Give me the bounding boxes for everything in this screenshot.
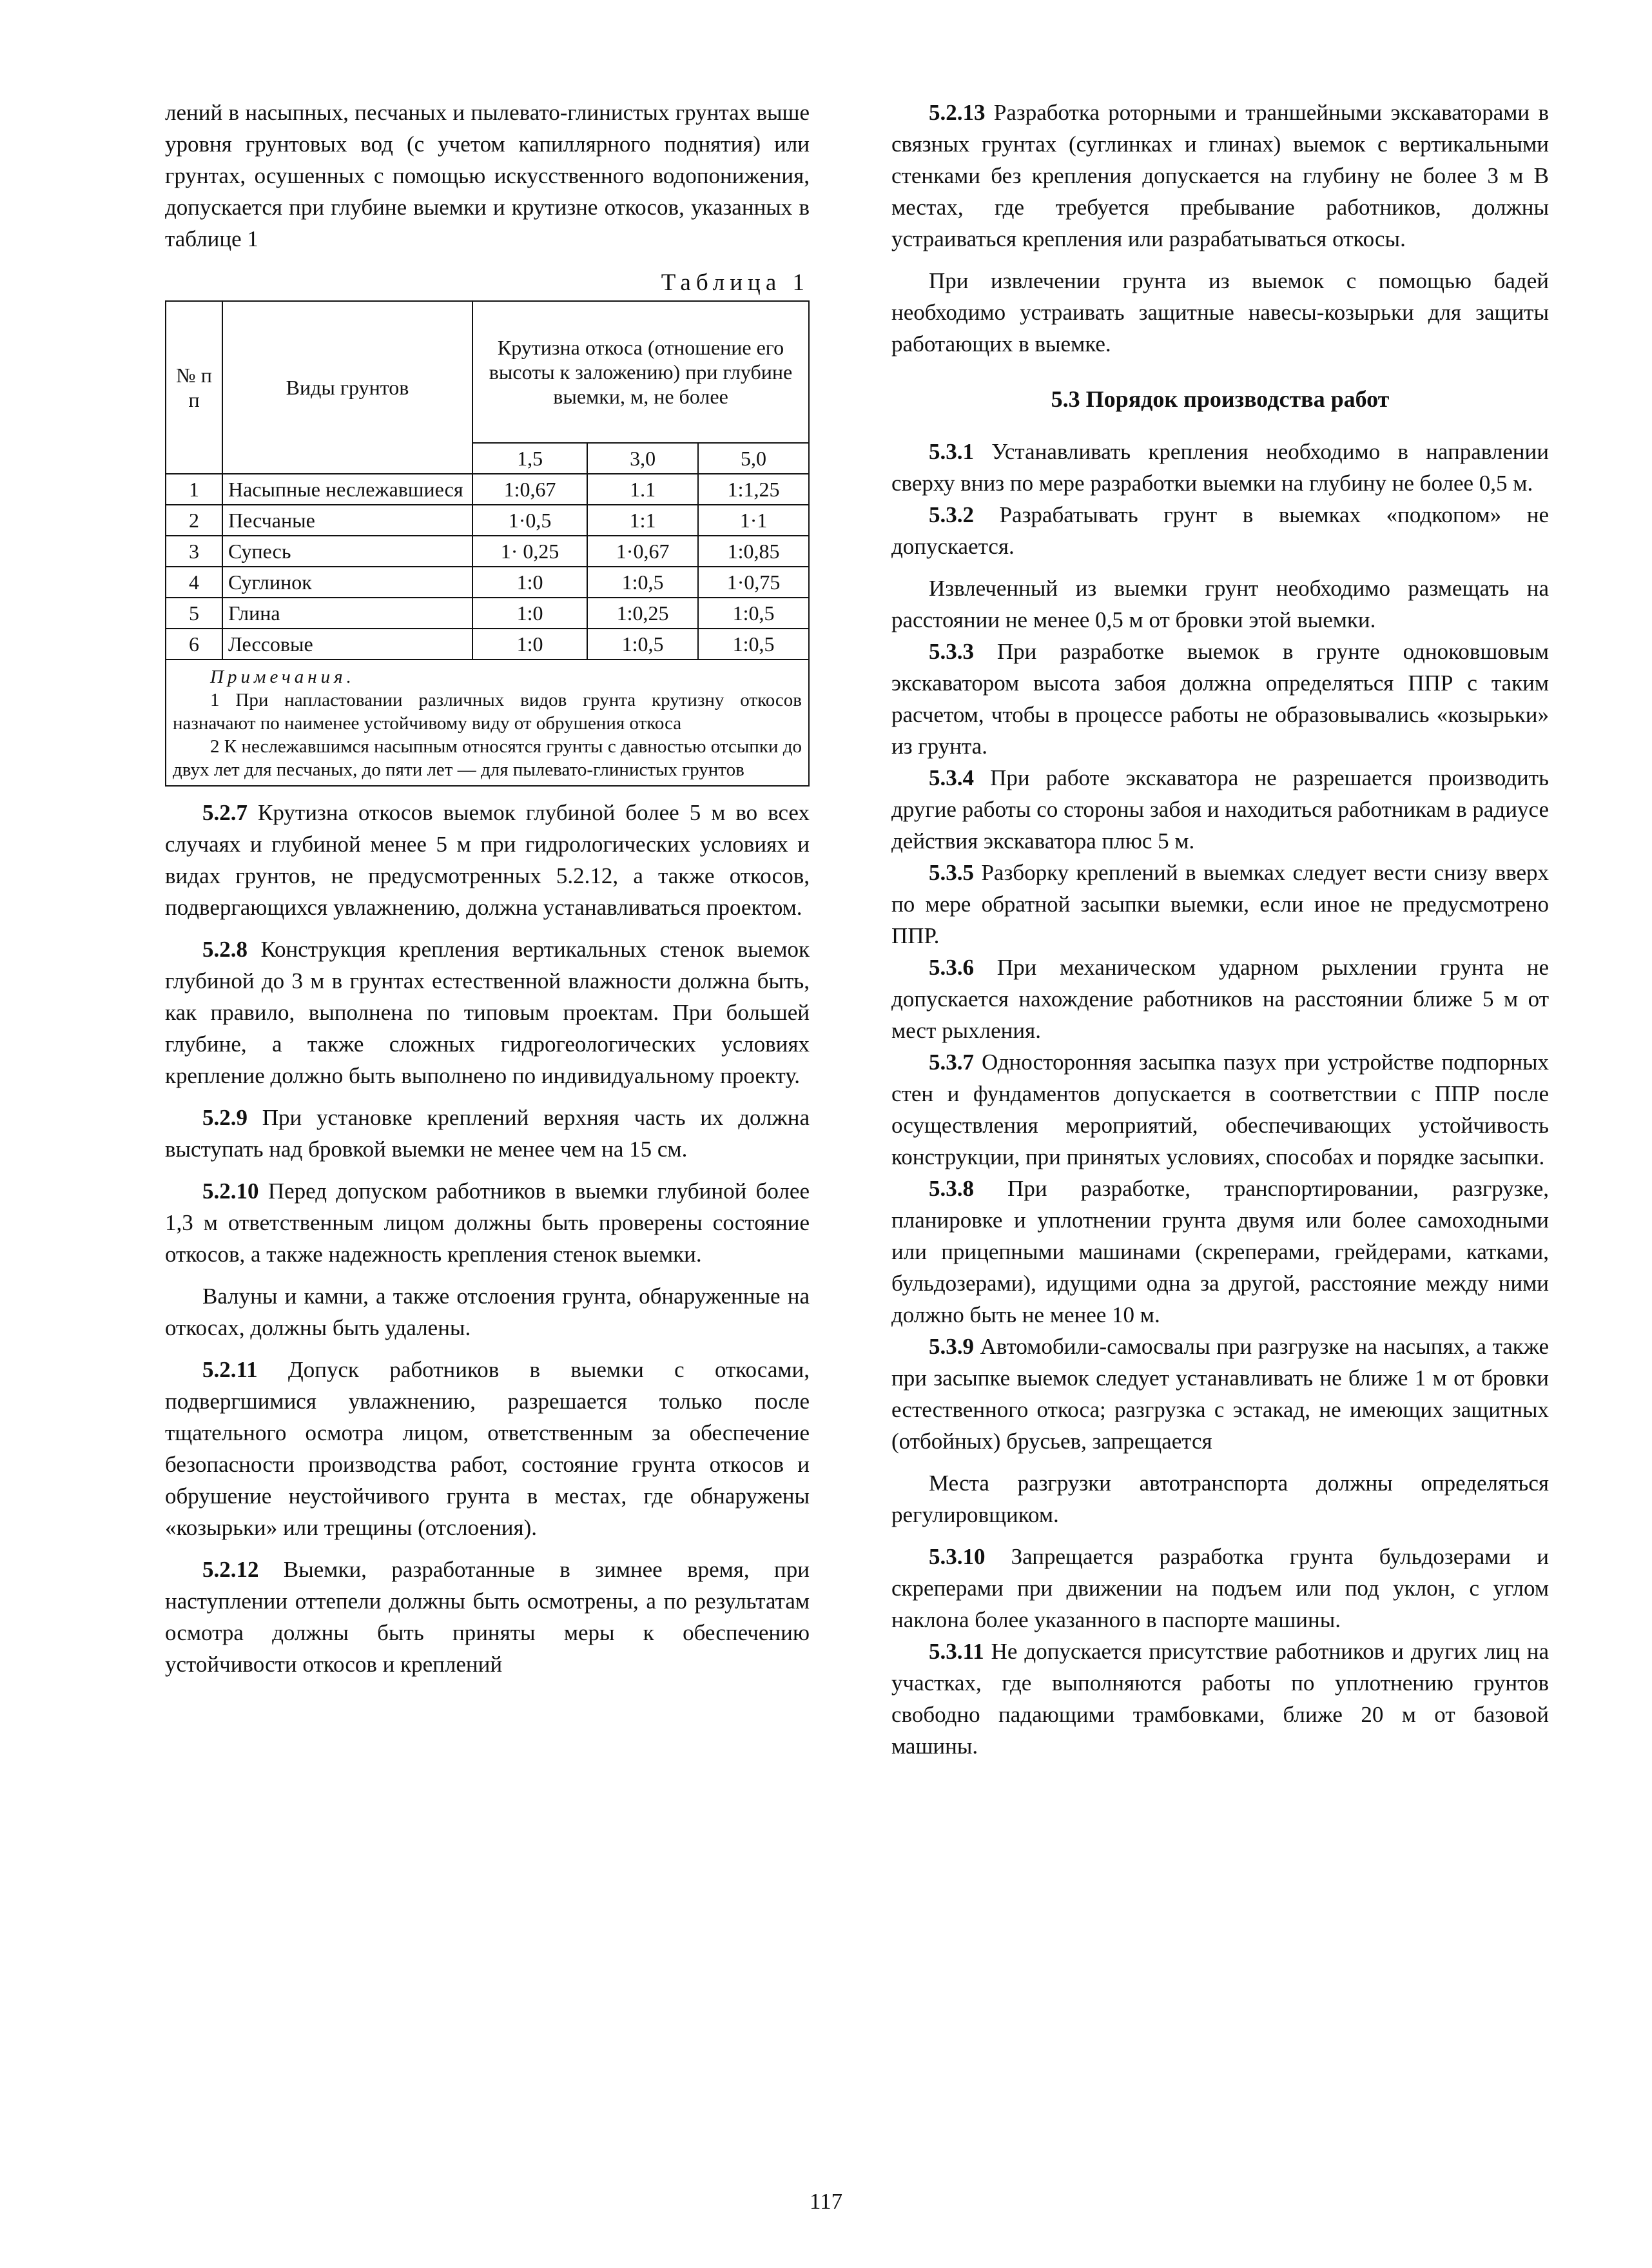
col-header-soil-type: Виды грунтов xyxy=(222,301,472,474)
table-row xyxy=(166,505,809,536)
clause-number: 5.2.10 xyxy=(202,1178,259,1204)
soil-type: Лессовые xyxy=(222,629,472,660)
clause-5-3-9 xyxy=(891,1331,1549,1457)
clause-text: Автомобили-самосвалы при разгрузке на насыпях, а также при засыпке выемок следует устанавливать не ближе 1 м от бровки естественного откоса; разгрузка с эстакад, не имеющих защитных (отбойных) брусьев, запрещается xyxy=(891,1334,1550,1454)
clause-text: Перед допуском работников в выемки глубиной более 1,3 м ответственным лицом должны быть проверены состояние откосов, а также надежность крепления стенок выемки. xyxy=(165,1178,810,1267)
clause-text: При разработке, транспортировании, разгрузке, планировке и уплотнении грунта двумя или более самоходными или прицепными машинами (скреперами, грейдерами, катками, бульдозерами), идущими одна за другой, расстояние между ними должно быть не менее 10 м. xyxy=(891,1176,1549,1327)
clause-5-3-1 xyxy=(891,436,1549,499)
clause-text: Запрещается разработка грунта бульдозерами и скреперами при движении на подъем или под уклон, с углом наклона более указанного в паспорте машины. xyxy=(891,1544,1550,1632)
clause-number: 5.2.13 xyxy=(929,100,986,125)
slope-value: 1· 0,25 xyxy=(472,536,587,567)
clause-5-3-5 xyxy=(891,857,1549,952)
row-number: 4 xyxy=(166,567,222,598)
paragraph-unloading: Места разгрузки автотранспорта должны определяться регулировщиком. xyxy=(891,1471,1549,1527)
clause-number: 5.2.7 xyxy=(202,800,248,825)
clause-number: 5.3.6 xyxy=(929,955,974,980)
clause-number: 5.3.5 xyxy=(929,860,974,885)
table-note-1: 1 При напластовании различных видов грунта крутизну откосов назначают по наименее устойчивому виду от обрушения откоса xyxy=(173,690,802,734)
right-column xyxy=(891,97,1549,1762)
paragraph-buckets: При извлечении грунта из выемок с помощью бадей необходимо устраивать защитные навесы-козырьки для защиты работающих в выемке. xyxy=(891,268,1549,357)
row-number: 1 xyxy=(166,474,222,505)
clause-number: 5.2.11 xyxy=(202,1357,258,1382)
clause-text: Не допускается присутствие работников и других лиц на участках, где выполняются работы по уплотнению грунтов свободно падающими трамбовками, ближе 20 м от базовой машины. xyxy=(891,1639,1550,1759)
clause-text: Устанавливать крепления необходимо в направлении сверху вниз по мере разработки выемки на глубину не более 0,5 м. xyxy=(891,439,1549,496)
paragraph-boulders: Валуны и камни, а также отслоения грунта, обнаруженные на откосах, должны быть удалены. xyxy=(165,1284,810,1340)
clause-text: При разработке выемок в грунте одноковшовым экскаватором высота забоя должна определяться ППР с таким расчетом, чтобы в процессе работы не образовывались «козырьки» из грунта. xyxy=(891,639,1549,759)
slope-value: 1:1 xyxy=(587,505,698,536)
paragraph-soil-placement: Извлеченный из выемки грунт необходимо размещать на расстоянии не менее 0,5 м от бровки этой выемки. xyxy=(891,576,1549,632)
clause-5-3-2 xyxy=(891,499,1549,562)
table-row xyxy=(166,474,809,505)
clause-5-2-10 xyxy=(165,1175,810,1270)
slope-value: 1:0 xyxy=(472,629,587,660)
clause-5-3-6 xyxy=(891,952,1549,1046)
slope-value: 1:0,5 xyxy=(698,629,809,660)
slope-value: 1·0,67 xyxy=(587,536,698,567)
intro-paragraph: лений в насыпных, песчаных и пылевато-глинистых грунтах выше уровня грунтовых вод (с учетом капиллярного поднятия) или грунтах, осушенных с помощью искусственного водопонижения, допускается при глубине выемки и крутизне откосов, указанных в таблице 1 xyxy=(165,100,810,251)
clause-text: Разборку креплений в выемках следует вести снизу вверх по мере обратной засыпки выемки, если иное не предусмотрено ППР. xyxy=(891,860,1549,948)
table-row xyxy=(166,567,809,598)
slope-value: 1:0,5 xyxy=(587,567,698,598)
clause-5-3-4 xyxy=(891,762,1549,857)
page-number: 117 xyxy=(809,2189,843,2214)
clause-5-3-11 xyxy=(891,1636,1549,1762)
soil-type: Глина xyxy=(222,598,472,629)
clause-number: 5.2.12 xyxy=(202,1557,259,1582)
clause-5-2-7 xyxy=(165,797,810,923)
clause-number: 5.2.9 xyxy=(202,1105,248,1130)
soil-type: Насыпные неслежавшиеся xyxy=(222,474,472,505)
clause-number: 5.3.8 xyxy=(929,1176,974,1201)
slope-value: 1:0,5 xyxy=(698,598,809,629)
clause-number: 5.3.11 xyxy=(929,1639,984,1664)
clause-text: При работе экскаватора не разрешается производить другие работы со стороны забоя и находиться работникам в радиусе действия экскаватора плюс 5 м. xyxy=(891,765,1550,854)
clause-text: Односторонняя засыпка пазух при устройстве подпорных стен и фундаментов допускается в соответствии с ППР после осуществления мероприятий, обеспечивающих устойчивость конструкции, при принятых условиях, способах и порядке засыпки. xyxy=(891,1050,1549,1169)
left-column xyxy=(165,97,810,1762)
clause-number: 5.2.8 xyxy=(202,937,248,962)
clause-number: 5.3.1 xyxy=(929,439,974,464)
slope-table xyxy=(165,300,810,660)
clause-text: Выемки, разработанные в зимнее время, при наступлении оттепели должны быть осмотрены, а по результатам осмотра должны быть приняты меры к обеспечению устойчивости откосов и креплений xyxy=(165,1557,810,1677)
table-row xyxy=(166,536,809,567)
text-columns xyxy=(165,97,1549,1762)
clause-text: Крутизна откосов выемок глубиной более 5 м во всех случаях и глубиной менее 5 м при гидрологических условиях и видах грунтов, не предусмотренных 5.2.12, а также откосов, подвергающихся увлажнению, должна устанавливаться проектом. xyxy=(165,800,810,920)
row-number: 2 xyxy=(166,505,222,536)
clause-text: Допуск работников в выемки с откосами, подвергшимися увлажнению, разрешается только после тщательного осмотра лицом, ответственным за обеспечение безопасности производства работ, состояние грунта откосов и обрушение неустойчивого грунта в местах, где обнаружены «козырьки» или трещины (отслоения). xyxy=(165,1357,810,1540)
clause-5-3-8 xyxy=(891,1173,1549,1331)
table-notes xyxy=(165,660,810,787)
slope-value: 1.1 xyxy=(587,474,698,505)
depth-header: 1,5 xyxy=(472,443,587,474)
clause-number: 5.3.4 xyxy=(929,765,974,790)
slope-value: 1:0 xyxy=(472,598,587,629)
clause-text: При механическом ударном рыхлении грунта не допускается нахождение работников на расстоянии ближе 5 м от мест рыхления. xyxy=(891,955,1549,1043)
clause-number: 5.3.3 xyxy=(929,639,974,664)
col-header-slope: Крутизна откоса (отношение его высоты к заложению) при глубине выемки, м, не более xyxy=(472,301,809,443)
col-header-number: № п п xyxy=(166,301,222,474)
clause-text: При установке креплений верхняя часть их должна выступать над бровкой выемки не менее чем на 15 см. xyxy=(165,1105,810,1162)
clause-text: Разрабатывать грунт в выемках «подкопом» не допускается. xyxy=(891,502,1549,559)
clause-number: 5.3.10 xyxy=(929,1544,986,1569)
depth-header: 5,0 xyxy=(698,443,809,474)
slope-value: 1:0,25 xyxy=(587,598,698,629)
row-number: 6 xyxy=(166,629,222,660)
soil-type: Песчаные xyxy=(222,505,472,536)
slope-value: 1·0,5 xyxy=(472,505,587,536)
clause-text: Конструкция крепления вертикальных стенок выемок глубиной до 3 м в грунтах естественной влажности должна быть, как правило, выполнена по типовым проектам. При большей глубине, а также сложных гидрогеологических условиях крепление должно быть выполнено по индивидуальному проекту. xyxy=(165,937,810,1088)
clause-5-3-7 xyxy=(891,1046,1549,1173)
table-caption: Таблица 1 xyxy=(661,269,810,296)
clause-5-3-10 xyxy=(891,1541,1549,1636)
clause-number: 5.3.2 xyxy=(929,502,974,527)
clause-number: 5.3.9 xyxy=(929,1334,974,1359)
table-row xyxy=(166,598,809,629)
clause-text: Разработка роторными и траншейными экскаваторами в связных грунтах (суглинках и глинах) выемок с вертикальными стенками без крепления допускается на глубину не более 3 м В местах, где требуется пребывание работников, должны устраиваться крепления или разрабатываться откосы. xyxy=(891,100,1550,251)
soil-type: Суглинок xyxy=(222,567,472,598)
row-number: 5 xyxy=(166,598,222,629)
clause-5-2-11 xyxy=(165,1354,810,1543)
slope-value: 1:1,25 xyxy=(698,474,809,505)
row-number: 3 xyxy=(166,536,222,567)
table-note-2: 2 К неслежавшимся насыпным относятся грунты с давностью отсыпки до двух лет для песчаных, до пяти лет — для пылевато-глинистых грунтов xyxy=(173,736,802,780)
slope-value: 1:0,85 xyxy=(698,536,809,567)
slope-value: 1:0 xyxy=(472,567,587,598)
clause-5-2-12 xyxy=(165,1554,810,1680)
clause-5-2-8 xyxy=(165,934,810,1091)
clause-5-2-13 xyxy=(891,97,1549,255)
slope-value: 1:0,67 xyxy=(472,474,587,505)
depth-header: 3,0 xyxy=(587,443,698,474)
slope-value: 1·1 xyxy=(698,505,809,536)
slope-value: 1·0,75 xyxy=(698,567,809,598)
table-row xyxy=(166,629,809,660)
clause-5-2-9 xyxy=(165,1102,810,1165)
clause-5-3-3 xyxy=(891,636,1549,762)
soil-type: Супесь xyxy=(222,536,472,567)
clause-number: 5.3.7 xyxy=(929,1050,974,1075)
section-title: 5.3 Порядок производства работ xyxy=(1051,386,1390,412)
notes-heading: Примечания. xyxy=(210,667,355,687)
slope-value: 1:0,5 xyxy=(587,629,698,660)
